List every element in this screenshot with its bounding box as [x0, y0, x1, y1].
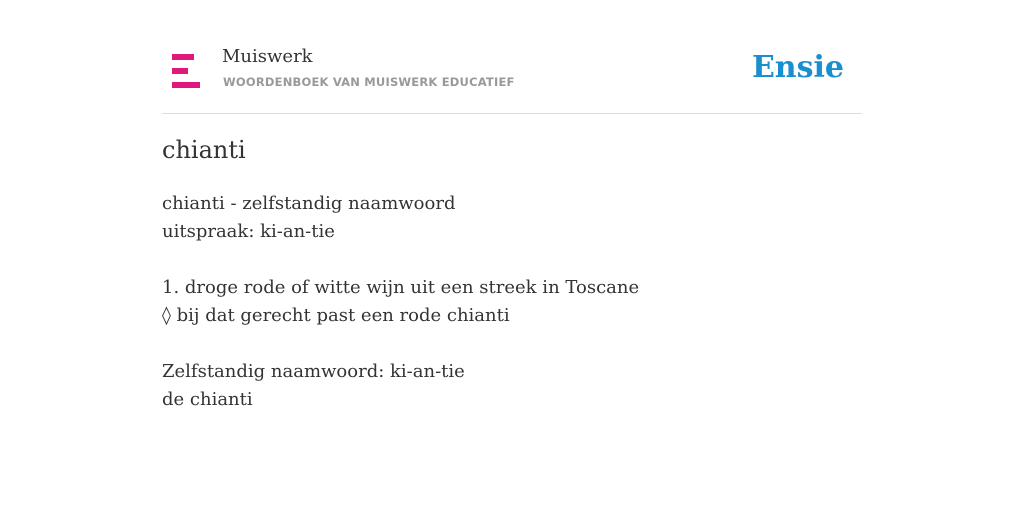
spacer	[162, 330, 862, 358]
spacer	[162, 246, 862, 274]
entry-word-class: chianti - zelfstandig naamwoord	[162, 193, 456, 214]
muiswerk-logo-icon[interactable]	[172, 54, 200, 88]
entry-grammar: Zelfstandig naamwoord: ki-an-tie	[162, 361, 465, 382]
ensie-logo[interactable]: Ensie	[751, 50, 844, 85]
brand-subtitle: WOORDENBOEK VAN MUISWERK EDUCATIEF	[223, 75, 515, 89]
page-title: chianti	[162, 136, 246, 164]
header	[162, 40, 862, 114]
logo-bar-middle	[172, 68, 188, 74]
entry-pronunciation: uitspraak: ki-an-tie	[162, 221, 335, 242]
entry-definition: 1. droge rode of witte wijn uit een streek in Toscane	[162, 277, 640, 298]
entry-example: ◊ bij dat gerecht past een rode chianti	[162, 305, 510, 326]
entry-article: de chianti	[162, 389, 253, 410]
logo-bar-top	[172, 54, 194, 60]
logo-bar-bottom	[172, 82, 200, 88]
brand-name[interactable]: Muiswerk	[222, 46, 313, 67]
entry-content	[162, 190, 862, 414]
